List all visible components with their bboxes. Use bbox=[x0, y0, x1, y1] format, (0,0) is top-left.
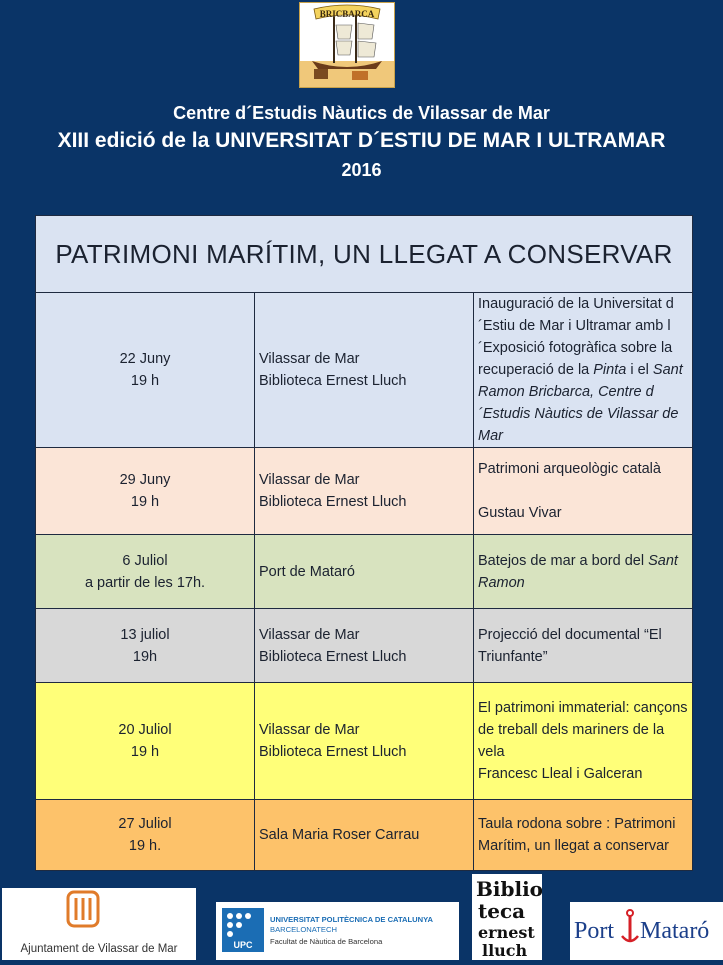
sponsor-logos bbox=[0, 872, 723, 960]
edition-title: XIII edició de la UNIVERSITAT D´ESTIU DE MAR I ULTRAMAR bbox=[57, 129, 666, 152]
program-table bbox=[35, 215, 693, 871]
event-place: Vilassar de Mar Biblioteca Ernest Lluch bbox=[255, 293, 474, 448]
event-description: Batejos de mar a bord del Sant Ramon bbox=[474, 535, 693, 609]
event-date: 6 Juliol a partir de les 17h. bbox=[36, 535, 255, 609]
svg-text:ernest: ernest bbox=[478, 923, 535, 942]
table-row bbox=[36, 800, 693, 871]
event-place: Vilassar de Mar Biblioteca Ernest Lluch bbox=[255, 683, 474, 800]
svg-text:BRICBARCA: BRICBARCA bbox=[319, 9, 375, 19]
event-place: Vilassar de Mar Biblioteca Ernest Lluch bbox=[255, 609, 474, 683]
event-description: El patrimoni immaterial: cançons de treball dels mariners de la vela Francesc Lleal i Galceran bbox=[474, 683, 693, 800]
svg-text:UPC: UPC bbox=[233, 940, 253, 950]
table-row bbox=[36, 535, 693, 609]
event-date: 22 Juny 19 h bbox=[36, 293, 255, 448]
biblioteca-logo bbox=[472, 874, 542, 960]
table-row bbox=[36, 448, 693, 535]
ship-icon bbox=[300, 3, 394, 87]
year: 2016 bbox=[341, 160, 382, 180]
event-description: Taula rodona sobre : Patrimoni Marítim, un llegat a conservar bbox=[474, 800, 693, 871]
svg-text:Mataró: Mataró bbox=[640, 918, 710, 944]
table-row bbox=[36, 683, 693, 800]
svg-text:Facultat de Nàutica de Barcelo: Facultat de Nàutica de Barcelona bbox=[270, 937, 383, 946]
table-row bbox=[36, 609, 693, 683]
event-place: Sala Maria Roser Carrau bbox=[255, 800, 474, 871]
svg-text:UNIVERSITAT POLITÈCNICA DE CAT: UNIVERSITAT POLITÈCNICA DE CATALUNYA bbox=[270, 915, 433, 924]
bricbarca-logo bbox=[299, 2, 395, 88]
table-row bbox=[36, 293, 693, 448]
anchor-icon bbox=[622, 910, 638, 942]
municipal-shield-icon bbox=[68, 892, 98, 926]
svg-text:Biblio: Biblio bbox=[476, 877, 542, 901]
upc-logo bbox=[216, 902, 459, 960]
event-date: 29 Juny 19 h bbox=[36, 448, 255, 535]
program-title: PATRIMONI MARÍTIM, UN LLEGAT A CONSERVAR bbox=[36, 216, 693, 293]
program-title-row bbox=[36, 216, 693, 293]
port-mataro-logo bbox=[570, 902, 723, 960]
svg-text:teca: teca bbox=[478, 899, 526, 923]
ajuntament-logo bbox=[2, 888, 196, 960]
svg-text:Ajuntament de Vilassar de Mar: Ajuntament de Vilassar de Mar bbox=[20, 943, 178, 955]
header bbox=[0, 100, 723, 184]
event-place: Port de Mataró bbox=[255, 535, 474, 609]
event-place: Vilassar de Mar Biblioteca Ernest Lluch bbox=[255, 448, 474, 535]
event-date: 27 Juliol 19 h. bbox=[36, 800, 255, 871]
event-description: Patrimoni arqueològic català Gustau Vivar bbox=[474, 448, 693, 535]
svg-text:BARCELONATECH: BARCELONATECH bbox=[270, 925, 337, 934]
svg-text:Port: Port bbox=[574, 918, 615, 944]
svg-text:lluch: lluch bbox=[482, 941, 528, 960]
event-date: 20 Juliol 19 h bbox=[36, 683, 255, 800]
event-description: Projecció del documental “El Triunfante” bbox=[474, 609, 693, 683]
centre-name: Centre d´Estudis Nàutics de Vilassar de Mar bbox=[173, 103, 550, 123]
event-description: Inauguració de la Universitat d´Estiu de Mar i Ultramar amb l´Exposició fotogràfica sobre la recuperació de la Pinta i el Sant Ramon Bricbarca, Centre d´Estudis Nàutics de Vilassar de Mar bbox=[474, 293, 693, 448]
upc-dots-icon bbox=[222, 908, 264, 952]
event-date: 13 juliol 19h bbox=[36, 609, 255, 683]
